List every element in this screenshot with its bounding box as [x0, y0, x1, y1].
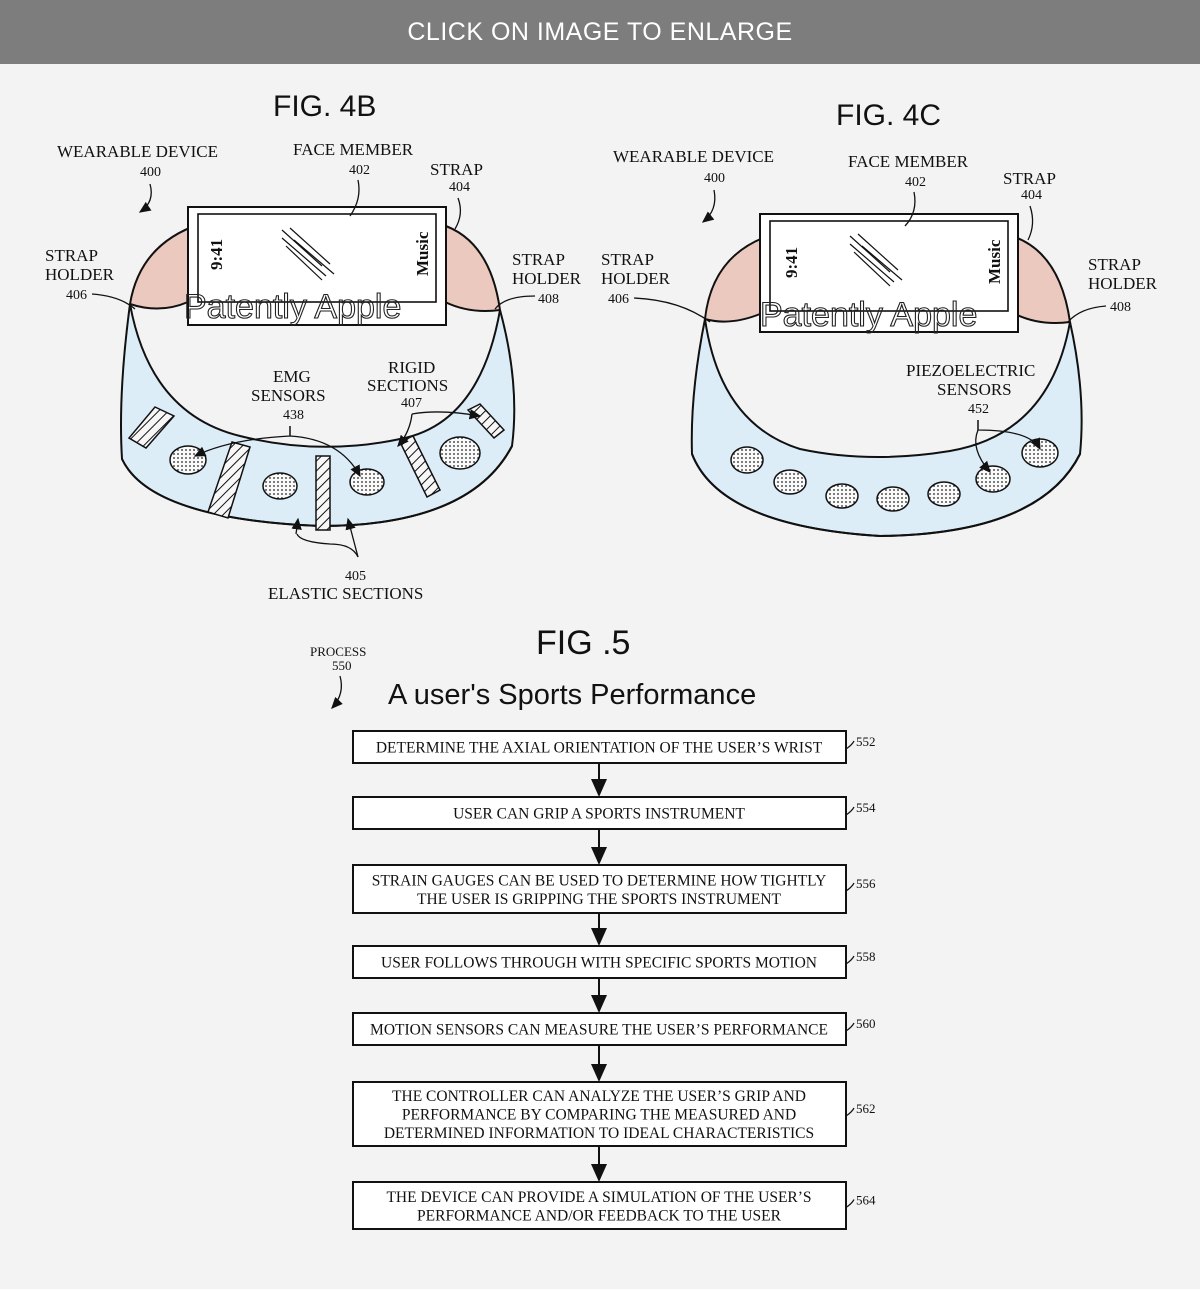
flow-step-text: DETERMINE THE AXIAL ORIENTATION OF THE USER’S WRIST [375, 739, 823, 757]
fig-4c-piezo-sensor [826, 484, 858, 508]
fig-4b-emg-sensor [170, 446, 206, 474]
flow-step-number: 556 [856, 876, 876, 891]
fig-4b-strap-holder-left-2: HOLDER [45, 265, 114, 284]
fig-4b-emg-sensor [263, 473, 297, 499]
flow-step-text: USER FOLLOWS THROUGH WITH SPECIFIC SPORTS MOTION [381, 954, 817, 972]
fig-4b-strap-holder-right [440, 224, 500, 311]
fig-4c [601, 99, 1158, 536]
flow-step-number: 560 [856, 1016, 876, 1031]
flow-step-number: 562 [856, 1101, 876, 1116]
fig-4b-strap-holder-left-1: STRAP [45, 246, 98, 265]
click-to-enlarge-banner[interactable]: CLICK ON IMAGE TO ENLARGE [0, 0, 1200, 64]
fig-4b-wearable-device-label: WEARABLE DEVICE [57, 142, 219, 161]
flow-step-text: USER CAN GRIP A SPORTS INSTRUMENT [453, 805, 745, 823]
watermark: Patently Apple [184, 288, 402, 326]
fig-4c-strap-label: STRAP [1003, 169, 1056, 188]
fig-4b-rigid-section [316, 456, 330, 530]
flow-step [353, 1013, 876, 1045]
fig-4c-strap-holder-left [705, 236, 768, 322]
fig-4c-wearable-device-label: WEARABLE DEVICE [613, 147, 775, 166]
fig-4c-strap-holder-right-2: HOLDER [1088, 274, 1157, 293]
fig-4c-piezo-sensor [731, 447, 763, 473]
fig-4b-rigid-label-2: SECTIONS [367, 376, 449, 395]
flow-step-text: MOTION SENSORS CAN MEASURE THE USER’S PERFORMANCE [370, 1021, 828, 1039]
fig-4c-face-member-num: 402 [905, 175, 926, 190]
flow-step-text: PERFORMANCE AND/OR FEEDBACK TO THE USER [417, 1207, 781, 1225]
fig-4c-strap-holder-left-1: STRAP [601, 250, 654, 269]
fig-5-process-label: PROCESS [310, 644, 367, 659]
flow-step-text: THE USER IS GRIPPING THE SPORTS INSTRUMENT [417, 890, 781, 908]
fig-4b-emg-label-1: EMG [273, 367, 311, 386]
patent-figure-image[interactable] [0, 64, 1200, 1284]
fig-4b-face-member-num: 402 [349, 163, 370, 178]
fig-4c-strap-num: 404 [1021, 188, 1042, 203]
fig-4c-strap-holder-left-2: HOLDER [601, 269, 670, 288]
flow-step-text: DETERMINED INFORMATION TO IDEAL CHARACTERISTICS [383, 1125, 815, 1142]
fig-4c-title: FIG. 4C [836, 99, 942, 132]
flow-step [353, 797, 876, 829]
fig-4c-face-member-label: FACE MEMBER [848, 152, 969, 171]
fig-4c-piezo-sensor [928, 482, 960, 506]
fig-4b-strap-holder-right-num: 408 [538, 292, 559, 307]
fig-4b-strap-label: STRAP [430, 160, 483, 179]
fig-4c-strap-holder-right-num: 408 [1110, 300, 1131, 315]
fig-4b-emg-num: 438 [283, 408, 304, 423]
fig-4c-wearable-device-num: 400 [704, 171, 725, 186]
fig-4c-strap-holder-right [1012, 236, 1070, 323]
fig-4b-face-member-label: FACE MEMBER [293, 140, 414, 159]
watermark: Patently Apple [760, 296, 978, 334]
fig-4b-title: FIG. 4B [273, 90, 377, 123]
fig-4c-piezo-num: 452 [968, 402, 989, 417]
fig-4b-rigid-label-1: RIGID [388, 358, 436, 377]
fig-4b-strap-holder-right-2: HOLDER [512, 269, 581, 288]
fig-4b-strap-num: 404 [449, 180, 470, 195]
fig-4b-elastic-num: 405 [345, 569, 366, 584]
fig-4c-strap-holder-left-num: 406 [608, 292, 629, 307]
flow-step-text: THE CONTROLLER CAN ANALYZE THE USER’S GRIP AND [392, 1088, 806, 1105]
fig-4c-screen-app: Music [985, 239, 1004, 284]
flow-step-text: STRAIN GAUGES CAN BE USED TO DETERMINE HOW TIGHTLY [371, 872, 827, 890]
flow-step [353, 731, 876, 763]
flow-step-text: PERFORMANCE BY COMPARING THE MEASURED AND [401, 1106, 797, 1124]
fig-4c-piezo-sensor [877, 487, 909, 511]
flow-step-number: 558 [856, 949, 876, 964]
fig-4b-strap-holder-left-num: 406 [66, 288, 87, 303]
fig-5-flowchart [353, 731, 876, 1229]
fig-4b-emg-sensor [350, 469, 384, 495]
flow-step [353, 1082, 876, 1146]
fig-4c-piezo-label-2: SENSORS [937, 380, 1012, 399]
flow-step-number: 564 [856, 1192, 876, 1208]
fig-4b-elastic-label: ELASTIC SECTIONS [268, 584, 424, 603]
flow-step-number: 554 [856, 800, 876, 815]
flow-step [353, 1182, 876, 1229]
fig-4b-strap-holder-right-1: STRAP [512, 250, 565, 269]
flow-step-number: 552 [856, 734, 876, 749]
fig-4c-piezo-sensor [774, 470, 806, 494]
fig-4b-wearable-device-num: 400 [140, 165, 161, 180]
fig-4c-screen-time: 9:41 [782, 246, 801, 278]
fig-4c-piezo-label-1: PIEZOELECTRIC [906, 361, 1036, 380]
fig-5-subtitle: A user's Sports Performance [388, 679, 757, 711]
fig-4b-emg-sensor [440, 437, 480, 469]
fig-4b-emg-label-2: SENSORS [251, 386, 326, 405]
fig-4b-rigid-num: 407 [401, 396, 422, 411]
fig-5-title: FIG .5 [536, 624, 631, 662]
flow-step-text: THE DEVICE CAN PROVIDE A SIMULATION OF THE USER’S [386, 1188, 812, 1206]
fig-5 [310, 624, 876, 1229]
flow-step [353, 946, 876, 978]
fig-4b [45, 90, 582, 603]
fig-4c-piezo-sensor [976, 466, 1010, 492]
flow-step [353, 865, 876, 913]
fig-4c-piezo-sensor [1022, 439, 1058, 467]
fig-4b-screen-app: Music [413, 231, 432, 276]
fig-4c-strap-holder-right-1: STRAP [1088, 255, 1141, 274]
fig-5-process-num: 550 [332, 658, 352, 673]
fig-4b-screen-time: 9:41 [207, 238, 226, 270]
